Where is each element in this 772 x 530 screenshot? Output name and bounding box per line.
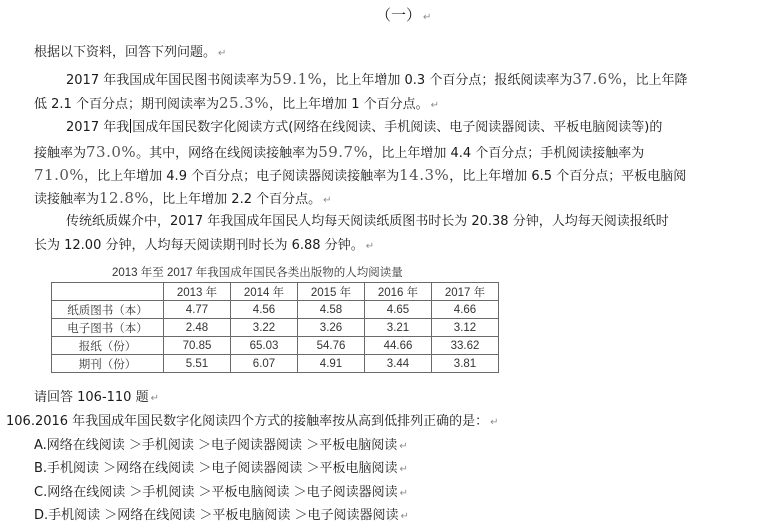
return-mark: ↵ [323,195,332,206]
table-cell: 4.66 [432,301,499,319]
para2-line3 [34,166,686,186]
return-mark: ↵ [150,393,159,404]
para3-text: 长为 12.00 分钟，人均每天阅读期刊时长为 6.88 分钟。 [34,238,364,253]
table-cell: 3.26 [298,319,365,337]
option-c-text: C.网络在线阅读 ＞手机阅读 ＞平板电脑阅读 ＞电子阅读器阅读 [34,485,398,500]
table-row [52,319,499,337]
para2-line2 [34,143,644,163]
option-d[interactable] [34,507,409,526]
table-cell: 2.48 [164,319,231,337]
return-mark: ↵ [430,100,440,111]
para1-text: 2017 年我国成年国民图书阅读率为 [66,73,273,88]
table-header-row [52,283,499,301]
para2-text: ，比上年增加 2.2 个百分点。 [149,192,322,207]
para2-text: 2017 年我 [66,120,130,135]
para1-text: ，比上年增加 1 个百分点。 [269,97,429,112]
intro-line [34,44,226,63]
para3-line1 [66,213,669,231]
para2-text: ，比上年增加 4.4 个百分点；手机阅读接触率为 [368,146,645,161]
column-header: 2015 年 [298,283,365,301]
column-header: 2014 年 [231,283,298,301]
table-row [52,355,499,373]
table-row [52,301,499,319]
ereader-reading-rate: 14.3% [399,166,450,184]
para1-text: 低 2.1 个百分点；期刊阅读率为 [34,97,219,112]
para1-line2 [34,94,439,115]
column-header: 2017 年 [432,283,499,301]
para3-line2 [34,237,374,256]
section-heading [376,6,431,27]
table-cell: 44.66 [365,337,432,355]
return-mark: ↵ [400,511,409,522]
table-cell: 54.76 [298,337,365,355]
row-label: 电子图书（本） [52,319,164,337]
option-b-text: B.手机阅读 ＞网络在线阅读 ＞电子阅读器阅读 ＞平板电脑阅读 [34,461,398,476]
digital-reading-rate: 73.0% [86,143,137,161]
column-header [52,283,164,301]
column-header: 2016 年 [365,283,432,301]
table-cell: 3.44 [365,355,432,373]
table-title: 2013 年至 2017 年我国成年国民各类出版物的人均阅读量 [112,267,403,279]
question-text: 106.2016 年我国成年国民数字化阅读四个方式的接触率按从高到低排列正确的是： [6,414,489,429]
para3-text: 传统纸质媒介中，2017 年我国成年国民人均每天阅读纸质图书时长为 20.38 分钟，人均每天阅读报纸时 [66,214,669,229]
para2-line4 [34,189,332,210]
reading-stats-table [51,282,499,373]
option-d-text: D.手机阅读 ＞网络在线阅读 ＞平板电脑阅读 ＞电子阅读器阅读 [34,508,399,523]
return-mark: ↵ [399,488,408,499]
para1-text: ，比上年增加 0.3 个百分点；报纸阅读率为 [322,73,573,88]
table-cell: 65.03 [231,337,298,355]
table-cell: 4.65 [365,301,432,319]
table-cell: 4.56 [231,301,298,319]
option-c[interactable] [34,484,408,503]
table-cell: 33.62 [432,337,499,355]
para2-line1 [66,119,662,137]
table-cell: 5.51 [164,355,231,373]
table-row [52,337,499,355]
para2-text: 读接触率为 [34,192,100,207]
intro-text: 根据以下资料，回答下列问题。 [34,45,217,60]
para2-text: 。其中，网络在线阅读接触率为 [136,146,319,161]
option-b[interactable] [34,460,408,479]
section-heading-text: （一） [376,6,422,24]
return-mark: ↵ [365,241,375,252]
row-label: 纸质图书（本） [52,301,164,319]
mobile-reading-rate: 71.0% [34,166,85,184]
table-cell: 3.22 [231,319,298,337]
row-label: 期刊（份） [52,355,164,373]
para2-text: ，比上年增加 6.5 个百分点；平板电脑阅 [449,169,687,184]
table-cell: 4.58 [298,301,365,319]
book-reading-rate: 59.1% [272,70,323,88]
table-cell: 4.91 [298,355,365,373]
online-reading-rate: 59.7% [318,143,369,161]
question-line [6,413,499,432]
prompt-line [34,389,159,408]
table-cell: 3.12 [432,319,499,337]
para1-line1 [66,70,688,90]
return-mark: ↵ [490,417,499,428]
newspaper-reading-rate: 37.6% [572,70,623,88]
para2-text: ，比上年增加 4.9 个百分点；电子阅读器阅读接触率为 [84,169,400,184]
para2-text: 接触率为 [34,146,87,161]
return-mark: ↵ [423,12,432,23]
row-label: 报纸（份） [52,337,164,355]
return-mark: ↵ [399,464,408,475]
table-cell: 70.85 [164,337,231,355]
table-cell: 4.77 [164,301,231,319]
return-mark: ↵ [399,441,408,452]
option-a[interactable] [34,437,408,456]
column-header: 2013 年 [164,283,231,301]
periodical-reading-rate: 25.3% [218,94,270,112]
return-mark: ↵ [218,48,227,59]
para1-text: ，比上年降 [622,73,688,88]
table-cell: 3.81 [432,355,499,373]
table-cell: 6.07 [231,355,298,373]
tablet-reading-rate: 12.8% [99,189,150,207]
para2-text: 国成年国民数字化阅读方式(网络在线阅读、手机阅读、电子阅读器阅读、平板电脑阅读等)的 [132,120,663,135]
table-cell: 3.21 [365,319,432,337]
option-a-text: A.网络在线阅读 ＞手机阅读 ＞电子阅读器阅读 ＞平板电脑阅读 [34,438,398,453]
prompt-text: 请回答 106-110 题 [34,390,149,405]
